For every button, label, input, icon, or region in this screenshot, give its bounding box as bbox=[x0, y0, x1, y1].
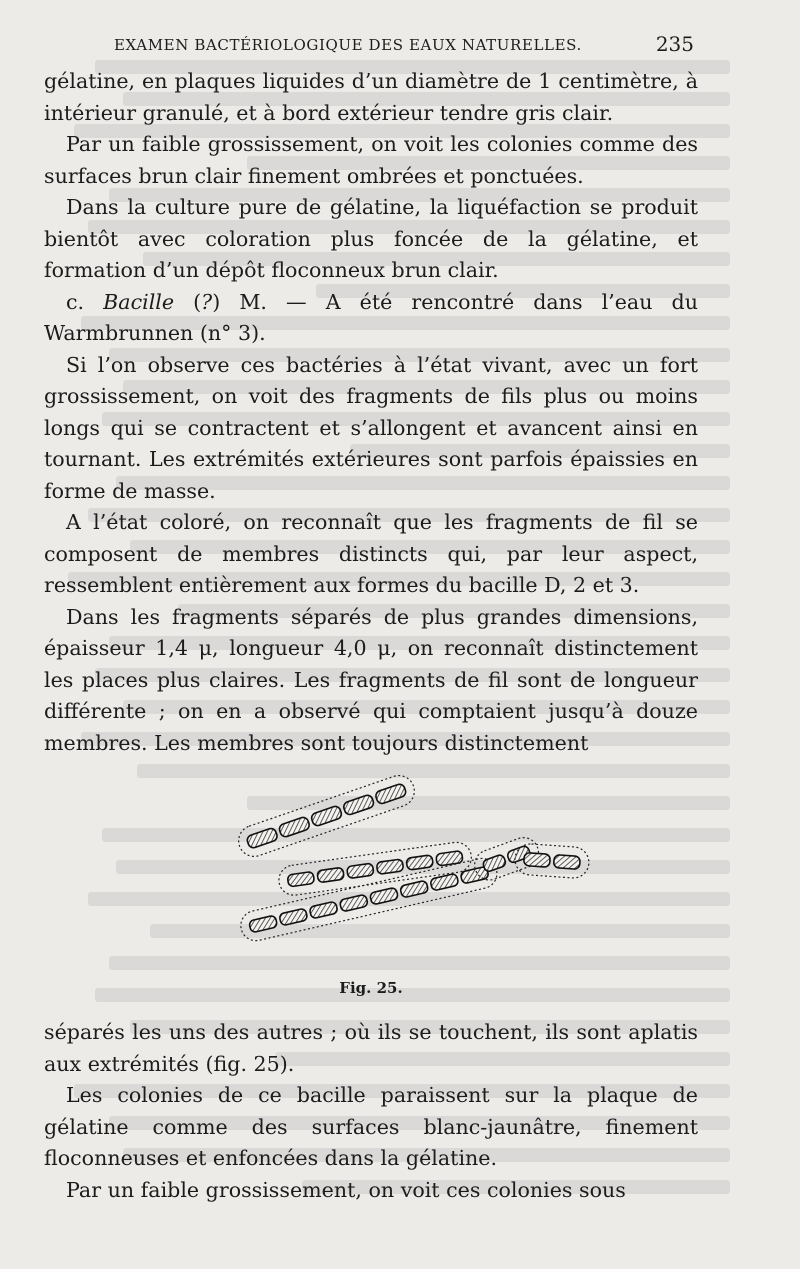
text-run: gélatine, en plaques liquides d’un diamètre de 1 centimètre, à intérieur granulé, et à bord extérieur tendre gris clair. bbox=[44, 69, 698, 125]
text-run: Dans les fragments séparés de plus grandes dimensions, épaisseur 1,4 μ, longueur 4,0 μ, on reconnaît distinctement les places plus claires. Les fragments de fil sont de longueur différente ; on en a observé qui comptaient jusqu’à douze membres. Les membres sont toujours distinctement bbox=[44, 604, 698, 755]
bacillus-segment bbox=[249, 915, 278, 933]
bacillus-segment bbox=[400, 880, 429, 898]
figure-caption: Fig. 25. bbox=[339, 979, 403, 997]
text-run: Si l’on observe ces bactéries à l’état vivant, avec un fort grossissement, on voit des fragments de fils plus ou moins longs qui se contractent et s’allongent et avancent ainsi en tournant. Les extrémités extérieures sont parfois épaissies en forme de masse. bbox=[44, 352, 698, 503]
bacillus-segment bbox=[246, 827, 279, 849]
bacillus-segment bbox=[279, 908, 308, 926]
paragraph bbox=[44, 287, 698, 350]
paragraph bbox=[44, 1175, 698, 1207]
bacillus-segment bbox=[310, 805, 343, 827]
bacillus-chain bbox=[234, 771, 418, 860]
text-block-before-figure bbox=[44, 66, 698, 759]
bacillus-segment bbox=[309, 901, 338, 919]
running-title: EXAMEN BACTÉRIOLOGIQUE DES EAUX NATURELLES. bbox=[114, 36, 582, 54]
italic-text: Bacille bbox=[103, 289, 175, 314]
text-run: Par un faible grossissement, on voit les colonies comme des surfaces brun clair finement ombrées et ponctuées. bbox=[44, 132, 698, 188]
text-run: c. bbox=[66, 289, 104, 314]
paragraph bbox=[44, 602, 698, 760]
bacillus-segment bbox=[342, 794, 375, 816]
text-run: A l’état coloré, on reconnaît que les fragments de fil se composent de membres distincts qui, par leur aspect, ressemblent entièrement aux formes du bacille D, 2 et 3. bbox=[44, 510, 698, 597]
paragraph bbox=[44, 129, 698, 192]
bacillus-segment bbox=[287, 871, 314, 887]
paragraph bbox=[44, 66, 698, 129]
paragraph bbox=[44, 192, 698, 287]
figure-25 bbox=[44, 767, 698, 1013]
bacillus-segment bbox=[347, 863, 374, 879]
bacillus-segment bbox=[369, 887, 398, 905]
bacillus-segment bbox=[406, 855, 433, 871]
bacillus-segment bbox=[339, 894, 368, 912]
paragraph bbox=[44, 1080, 698, 1175]
running-head bbox=[44, 32, 698, 66]
book-page bbox=[44, 32, 698, 1206]
italic-text: ? bbox=[201, 289, 213, 314]
bacillus-segment bbox=[482, 854, 507, 873]
text-run: Les colonies de ce bacille paraissent sur la plaque de gélatine comme des surfaces blanc-jaunâtre, finement floconneuses et enfoncées dans la gélatine. bbox=[44, 1083, 698, 1170]
text-run: ) M. — A été rencontré dans l’eau du Warmbrunnen (n° 3). bbox=[44, 289, 698, 345]
paragraph bbox=[44, 1017, 698, 1080]
text-run: Dans la culture pure de gélatine, la liquéfaction se produit bientôt avec coloration plus foncée de la gélatine, et formation d’un dépôt floconneux brun clair. bbox=[44, 195, 698, 282]
bacillus-segment bbox=[278, 816, 311, 838]
text-run: ( bbox=[174, 289, 202, 314]
text-run: Par un faible grossissement, on voit ces colonies sous bbox=[66, 1177, 626, 1202]
bacillus-segment bbox=[317, 867, 344, 883]
bacillus-segment bbox=[524, 853, 551, 868]
paragraph bbox=[44, 350, 698, 508]
bacillus-segment bbox=[374, 783, 407, 805]
page-number: 235 bbox=[655, 32, 694, 56]
bacillus-segment bbox=[553, 855, 580, 870]
bacillus-segment bbox=[376, 859, 403, 875]
text-run: séparés les uns des autres ; où ils se touchent, ils sont aplatis aux extrémités (fig. 25). bbox=[44, 1020, 698, 1076]
text-block-after-figure bbox=[44, 1017, 698, 1206]
paragraph bbox=[44, 507, 698, 602]
bacillus-chains-illustration bbox=[184, 767, 604, 967]
